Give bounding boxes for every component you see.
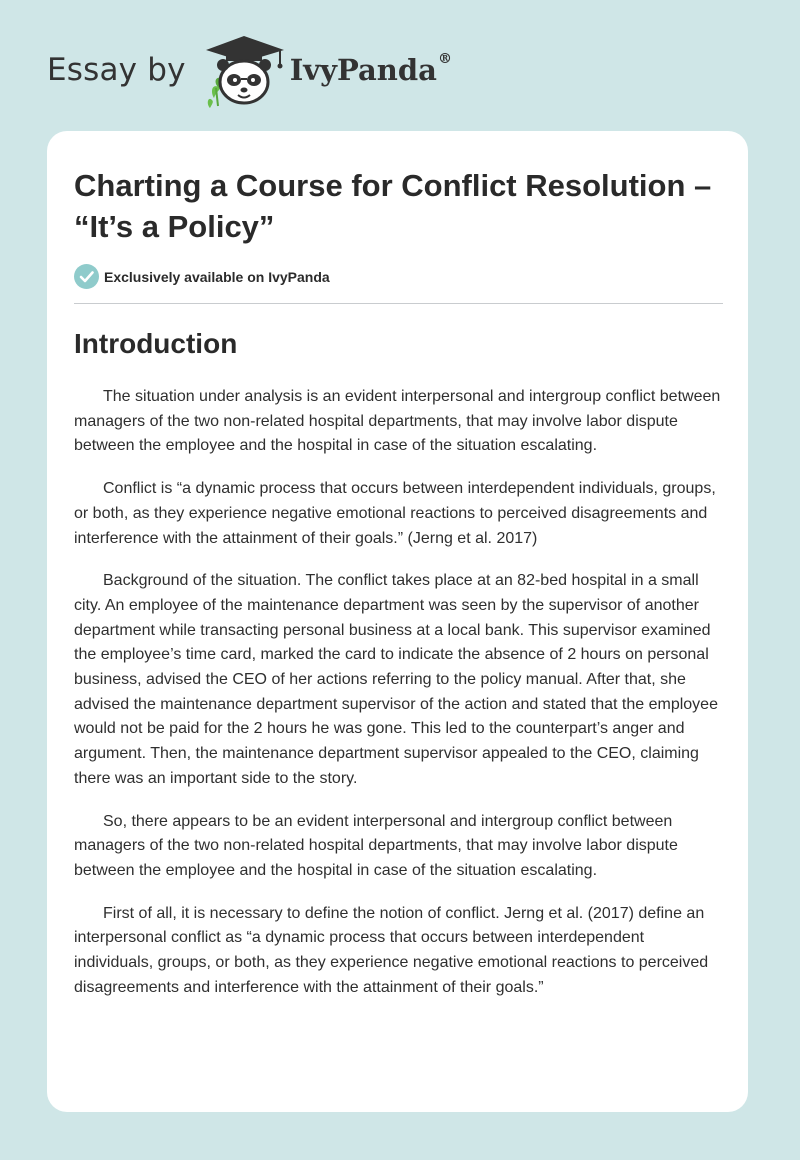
exclusive-badge	[74, 264, 330, 289]
paragraph: Conflict is “a dynamic process that occurs between interdependent individuals, groups, or both, as they experience negative emotional reactions to perceived disagreements and interference with the attainment of their goals.” (Jerng et al. 2017)	[74, 480, 716, 547]
exclusive-badge-text: Exclusively available on IvyPanda	[104, 268, 330, 285]
registered-mark: ®	[437, 50, 452, 67]
essay-body	[74, 385, 726, 1018]
check-circle-icon	[74, 264, 99, 289]
paragraph: The situation under analysis is an evident interpersonal and intergroup conflict between managers of the two non-related hospital departments, that may involve labor dispute between the employee and the hospital in case of the situation escalating.	[74, 388, 721, 455]
site-brand[interactable]	[47, 30, 452, 110]
paragraph: First of all, it is necessary to define the notion of conflict. Jerng et al. (2017) define an interpersonal conflict as “a dynamic process that occurs between interdependent individuals, groups, or both, as they experience negative emotional reactions to perceived disagreements and interference with the attainment of their goals.”	[74, 904, 709, 996]
title-divider	[74, 303, 723, 304]
brand-name-text: IvyPanda	[289, 52, 437, 87]
panda-graduate-icon	[200, 30, 288, 110]
essay-title: Charting a Course for Conflict Resolution – “It’s a Policy”	[74, 168, 712, 244]
brand-name	[289, 50, 452, 87]
brand-prefix: Essay by	[47, 51, 186, 88]
paragraph: Background of the situation. The conflict takes place at an 82-bed hospital in a small city. An employee of the maintenance department was seen by the supervisor of another department while transacting personal business at a local bank. This supervisor examined the employee’s time card, marked the card to indicate the absence of 2 hours on personal business, advised the CEO of her actions referring to the policy manual. After that, she advised the maintenance department supervisor of the action and stated that the employee would not be paid for the 2 hours he was gone. This led to the counterpart’s anger and argument. Then, the maintenance department supervisor appealed to the CEO, claiming there was an important side to the story.	[74, 572, 718, 787]
paragraph: So, there appears to be an evident interpersonal and intergroup conflict between managers of the two non-related hospital departments, that may involve labor dispute between the employee and the hospital in case of the situation escalating.	[74, 812, 678, 879]
essay-card	[47, 131, 748, 1112]
section-heading: Introduction	[74, 328, 238, 359]
